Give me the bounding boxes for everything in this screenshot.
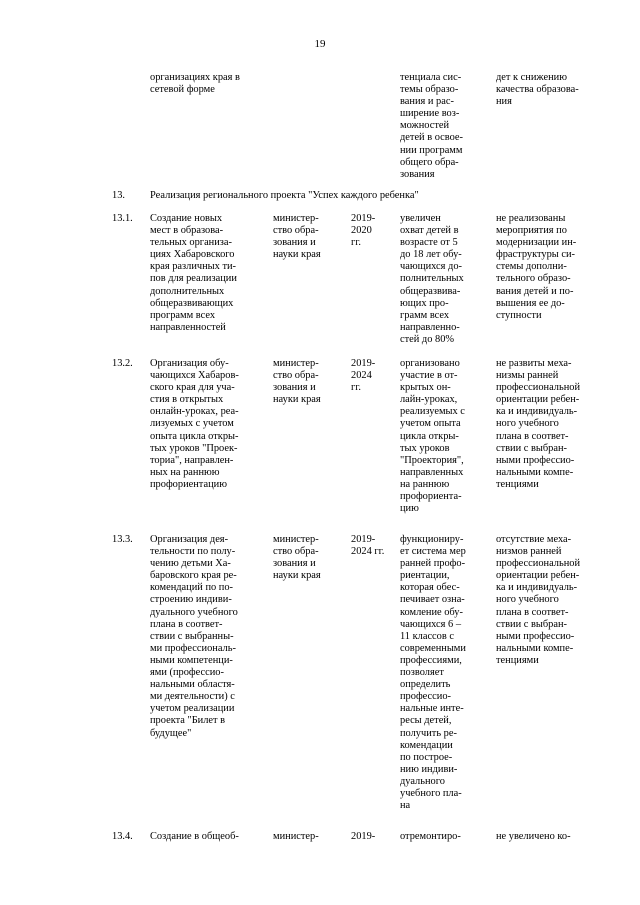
result-cell: отремонтиро- <box>400 831 461 842</box>
measure-cell: организациях края в сетевой форме <box>150 72 240 96</box>
period-cell: 2019- 2020 гг. <box>351 213 376 249</box>
consequence-cell: отсутствие меха- низмов ранней профессиональной ориентации ребен- ка и индивидуаль- ного учебного плана в соответ- ствии с выбран- ными профессио- нальными компе- тенциями <box>496 534 581 666</box>
row-number: 13.2. <box>112 358 133 369</box>
executor-cell: министер- ство обра- зования и науки края <box>273 358 321 406</box>
row-number: 13.3. <box>112 534 133 545</box>
row-number: 13.4. <box>112 831 133 842</box>
result-cell: организовано участие в от- крытых он- лайн-уроках, реализуемых с учетом опыта цикла откры- тых уроков "Проектория", направленных на раннюю профориента- цию <box>400 358 465 515</box>
period-cell: 2019- 2024 гг. <box>351 534 385 558</box>
measure-cell: Организация дея- тельности по полу- чению детьми Ха- баровского края ре- комендаций по по- строению индиви- дуального учебного плана в соответ- ствии с выбранны- ми профессиональ- ными компетенци- ями (профессио- нальными областя- ми деятельности) с учетом реализации проекта "Билет в будущее" <box>150 534 238 739</box>
executor-cell: министер- <box>273 831 319 842</box>
consequence-cell: дет к снижению качества образова- ния <box>496 72 579 108</box>
measure-cell: Организация обу- чающихся Хабаров- ского края для уча- стия в открытых онлайн-уроках, реа- лизуемых с учетом опыта цикла откры- тых уроков "Проек- ториа", направлен- ных на раннюю профориентацию <box>150 358 239 490</box>
page-number: 19 <box>314 38 326 50</box>
consequence-cell: не реализованы мероприятия по модернизации ин- фраструктуры си- стемы дополни- тельного образо- вания детей и по- вышения ее до- ступности <box>496 213 577 321</box>
consequence-cell: не увеличено ко- <box>496 831 571 842</box>
executor-cell: министер- ство обра- зования и науки края <box>273 534 321 582</box>
result-cell: тенциала сис- темы образо- вания и рас- ширение воз- можностей детей в освое- нии программ общего обра- зования <box>400 72 464 180</box>
executor-cell: министер- ство обра- зования и науки края <box>273 213 321 261</box>
section-number: 13. <box>112 190 125 201</box>
section-title: Реализация регионального проекта "Успех каждого ребенка" <box>150 190 419 201</box>
period-cell: 2019- <box>351 831 376 842</box>
measure-cell: Создание в общеоб- <box>150 831 239 842</box>
result-cell: увеличен охват детей в возрасте от 5 до 18 лет обу- чающихся до- полнительных общеразвива- ющих про- грамм всех направленно- стей до 80% <box>400 213 464 345</box>
consequence-cell: не развиты меха- низмы ранней профессиональной ориентации ребен- ка и индивидуаль- ного учебного плана в соответ- ствии с выбран- ными профессио- нальными компе- тенциями <box>496 358 581 490</box>
period-cell: 2019- 2024 гг. <box>351 358 376 394</box>
row-number: 13.1. <box>112 213 133 224</box>
measure-cell: Создание новых мест в образова- тельных организа- циях Хабаровского края различных ти- пов для реализации дополнительных общеразвивающих программ всех направленностей <box>150 213 237 333</box>
result-cell: функциониру- ет система мер ранней профо- риентации, которая обес- печивает озна- комление обу- чающихся 6 – 11 классов с современными профессиями, позволяет определить профессио- нальные инте- ресы детей, получить ре- комендации по построе- нию индиви- дуального учебного пла- на <box>400 534 466 812</box>
